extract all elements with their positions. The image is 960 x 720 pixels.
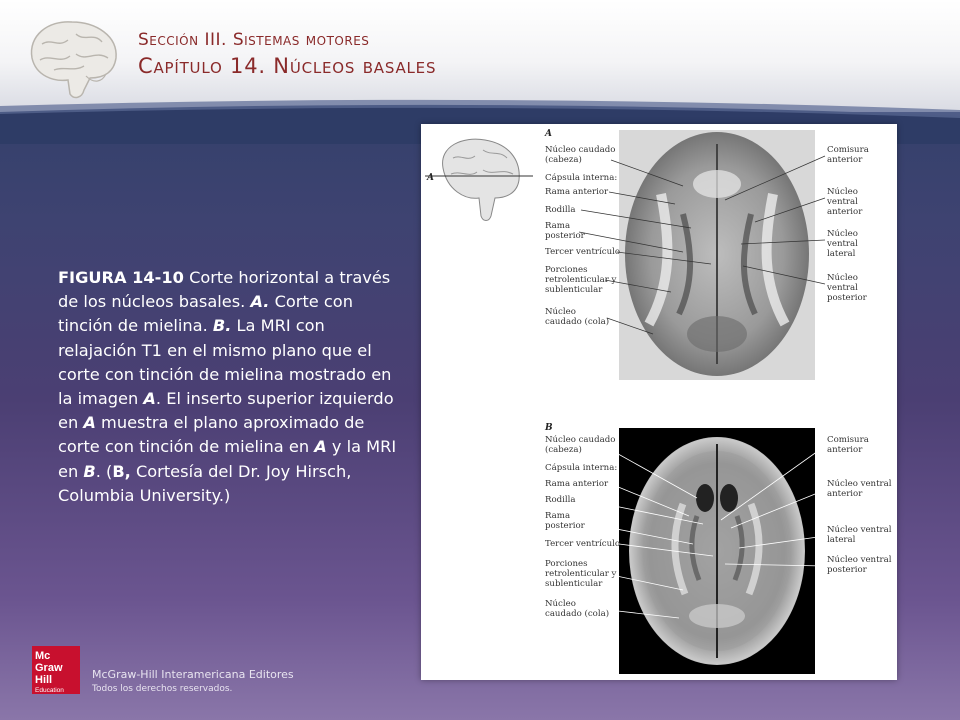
label: posterior — [827, 293, 867, 303]
label: Rama — [545, 221, 571, 231]
label: anterior — [827, 155, 863, 165]
caption-ref-b: B, — [112, 461, 131, 481]
panel-a-letter: A — [545, 129, 552, 139]
caption-ref-a: A — [314, 437, 327, 457]
label: ventral — [827, 197, 858, 207]
label: sublenticular — [545, 285, 603, 295]
figure-image — [421, 124, 897, 680]
label: Núcleo — [827, 187, 858, 197]
label: Comisura — [827, 145, 869, 155]
chapter-title: Capítulo 14. Núcleos basales — [138, 54, 437, 78]
label: Tercer ventrículo — [545, 539, 621, 549]
caption-text: . El inserto superior izquierdo en — [58, 389, 394, 433]
caption-text: y la MRI en — [58, 437, 397, 481]
label: posterior — [827, 565, 867, 575]
label: Rama anterior — [545, 479, 609, 489]
logo-text: Graw — [35, 662, 63, 674]
logo-text: Education — [35, 687, 64, 694]
label: anterior — [827, 207, 863, 217]
label: (cabeza) — [545, 445, 582, 455]
caption-text: Cortesía del Dr. Joy Hirsch, Columbia University.) — [58, 461, 352, 505]
label: Rama — [545, 511, 571, 521]
label: anterior — [827, 489, 863, 499]
label: Rodilla — [545, 205, 576, 215]
label: Núcleo ventral — [827, 525, 892, 535]
label: sublenticular — [545, 579, 603, 589]
copyright-notice: Todos los derechos reservados. — [92, 684, 233, 694]
logo-text: Hill — [35, 674, 53, 686]
label: Núcleo ventral — [827, 555, 892, 565]
panel-b-letter: B — [545, 423, 553, 433]
label: caudado (cola) — [545, 317, 610, 327]
label: Núcleo — [827, 273, 858, 283]
label: Núcleo caudado — [545, 435, 616, 445]
figure-caption — [58, 266, 403, 508]
label: Núcleo — [545, 307, 576, 317]
caption-text: . ( — [95, 461, 113, 481]
panel-a-right-labels — [826, 145, 869, 303]
caption-text: La MRI con relajación T1 en el mismo plano que el corte con tinción de mielina mostrado en la imagen — [58, 316, 392, 409]
inset-brain-icon — [425, 139, 533, 220]
label: Núcleo ventral — [827, 479, 892, 489]
caption-ref-b: B — [83, 461, 96, 481]
caption-text: Corte horizontal a través de los núcleos basales. — [58, 268, 391, 312]
label: posterior — [545, 521, 585, 531]
label: Rama anterior — [545, 187, 609, 197]
label: (cabeza) — [545, 155, 582, 165]
label: Núcleo caudado — [545, 145, 616, 155]
logo-text: Mc — [35, 650, 51, 662]
section-title: Sección III. Sistemas motores — [138, 30, 370, 50]
label: lateral — [827, 249, 856, 259]
caption-text: muestra el plano aproximado de corte con tinción de mielina en — [58, 413, 365, 457]
label: Cápsula interna: — [545, 463, 618, 473]
label: ventral — [827, 283, 858, 293]
label: Porciones — [545, 559, 588, 569]
brain-icon — [24, 14, 122, 104]
figure-drawing — [421, 124, 897, 680]
label: Comisura — [827, 435, 869, 445]
label: Rodilla — [545, 495, 576, 505]
label: anterior — [827, 445, 863, 455]
publisher-name: McGraw-Hill Interamericana Editores — [92, 668, 294, 681]
panel-b-right-labels — [827, 435, 892, 575]
label: Núcleo — [545, 599, 576, 609]
label: Porciones — [545, 265, 588, 275]
caption-text: Corte con tinción de mielina. — [58, 292, 353, 336]
label: retrolenticular y — [545, 275, 617, 285]
label: posterior — [545, 231, 585, 241]
label: Tercer ventrículo — [545, 247, 621, 257]
inset-letter: A — [427, 173, 434, 183]
caption-ref-a: A — [143, 389, 156, 409]
label: Cápsula interna: — [545, 173, 618, 183]
label: caudado (cola) — [545, 609, 610, 619]
label: Núcleo — [827, 229, 858, 239]
label: ventral — [827, 239, 858, 249]
caption-ref-a: A. — [250, 292, 270, 312]
label: lateral — [827, 535, 856, 545]
caption-ref-a: A — [83, 413, 96, 433]
panel-a-left-labels — [545, 144, 620, 327]
panel-b-left-labels — [545, 434, 620, 619]
figure-label: FIGURA 14-10 — [58, 268, 184, 287]
label: retrolenticular y — [545, 569, 617, 579]
mcgraw-hill-logo — [32, 646, 80, 694]
caption-ref-b: B. — [212, 316, 232, 336]
